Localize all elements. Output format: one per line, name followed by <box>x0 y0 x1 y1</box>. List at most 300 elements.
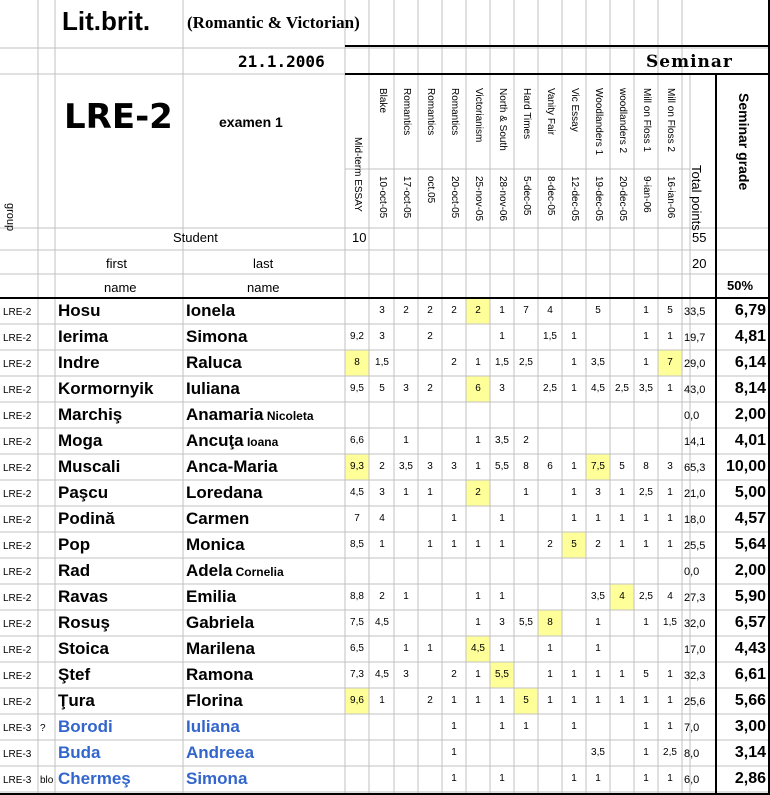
score-cell: 1 <box>475 669 481 680</box>
score-cell: 2,5 <box>543 383 557 394</box>
score-cell: 2 <box>427 331 433 342</box>
column-topic-6: North & South <box>497 88 508 151</box>
column-date-4: 20-oct-05 <box>449 176 460 219</box>
last-name-cell: Iuliana <box>186 379 240 398</box>
score-cell: 1 <box>667 487 673 498</box>
table-row <box>0 506 770 532</box>
table-row <box>0 740 770 766</box>
score-cell: 1 <box>595 643 601 654</box>
group-code: LRE-2 <box>64 97 173 137</box>
score-cell: 3 <box>499 617 505 628</box>
score-cell: 3,5 <box>495 435 509 446</box>
score-cell: 1 <box>595 513 601 524</box>
score-cell: 1 <box>571 695 577 706</box>
score-cell: 4,5 <box>471 643 485 654</box>
table-row <box>0 454 770 480</box>
score-cell: 5,5 <box>519 617 533 628</box>
score-cell: 2 <box>451 357 457 368</box>
score-cell: 1 <box>619 669 625 680</box>
seminar-grade-header: Seminar grade <box>736 93 752 191</box>
grade-cell: 3,00 <box>734 718 766 735</box>
column-date-11: 20-dec-05 <box>617 176 628 222</box>
score-cell: 1 <box>571 721 577 732</box>
score-cell: 2,5 <box>519 357 533 368</box>
group-cell: LRE-3 <box>3 775 32 786</box>
column-topic-2: Romantics <box>401 88 412 136</box>
first-name-cell: Hosu <box>58 301 101 320</box>
first-name-cell: Borodi <box>58 717 113 736</box>
score-cell: 3 <box>403 669 409 680</box>
score-cell: 1 <box>499 305 505 316</box>
last-name-cell: Ancuţa Ioana <box>186 431 279 450</box>
score-cell: 4,5 <box>375 617 389 628</box>
score-cell: 1 <box>571 513 577 524</box>
group-header: group <box>4 203 16 232</box>
score-cell: 2 <box>379 461 385 472</box>
score-cell: 4 <box>547 305 553 316</box>
score-cell: 9,2 <box>350 331 364 342</box>
score-cell: 1 <box>403 591 409 602</box>
table-row <box>0 402 770 428</box>
score-cell: 1 <box>451 773 457 784</box>
score-cell: 3 <box>379 305 385 316</box>
group-cell: LRE-2 <box>3 437 32 448</box>
total-cell: 14,1 <box>684 436 706 448</box>
score-cell: 3,5 <box>591 591 605 602</box>
total-cell: 29,0 <box>684 358 706 370</box>
score-cell: 1 <box>643 695 649 706</box>
score-cell: 1 <box>643 617 649 628</box>
score-cell: 2,5 <box>615 383 629 394</box>
total-sub: 20 <box>692 256 707 271</box>
score-cell: 1 <box>451 539 457 550</box>
total-cell: 6,0 <box>684 774 700 786</box>
column-topic-1: Blake <box>377 88 388 114</box>
total-cell: 0,0 <box>684 566 700 578</box>
score-cell: 1 <box>475 695 481 706</box>
score-cell: 3 <box>427 461 433 472</box>
score-cell: 2,5 <box>639 591 653 602</box>
grade-cell: 4,81 <box>734 328 766 345</box>
column-topic-12: Mill on Floss 1 <box>641 88 652 152</box>
last-name-cell: Emilia <box>186 587 237 606</box>
group-cell: LRE-2 <box>3 697 32 708</box>
score-cell: 1 <box>475 591 481 602</box>
column-topic-11: woodlanders 2 <box>617 88 628 154</box>
total-cell: 8,0 <box>684 748 700 760</box>
column-date-1: 10-oct-05 <box>377 176 388 219</box>
note-cell: blo <box>40 775 54 786</box>
score-cell: 5 <box>643 669 649 680</box>
score-cell: 1 <box>619 695 625 706</box>
score-cell: 1 <box>571 383 577 394</box>
table-row <box>0 610 770 636</box>
grade-cell: 5,64 <box>734 536 766 553</box>
score-cell: 1 <box>475 357 481 368</box>
score-cell: 1 <box>499 695 505 706</box>
score-cell: 3 <box>451 461 457 472</box>
column-topic-5: Victorianism <box>473 88 484 143</box>
grade-cell: 3,14 <box>734 744 766 761</box>
score-cell: 6 <box>475 383 481 394</box>
grade-cell: 6,61 <box>734 666 766 683</box>
score-cell: 1 <box>499 721 505 732</box>
column-date-3: oct.05 <box>425 176 436 204</box>
score-cell: 2,5 <box>663 747 677 758</box>
score-cell: 1 <box>571 773 577 784</box>
extra-name: Ioana <box>243 435 279 449</box>
exam-date: 21.1.2006 <box>238 52 325 71</box>
score-cell: 1 <box>451 695 457 706</box>
score-cell: 1 <box>667 695 673 706</box>
last-name-cell: Anca-Maria <box>186 457 278 476</box>
score-cell: 1 <box>547 669 553 680</box>
score-cell: 5 <box>379 383 385 394</box>
seminar-label: Seminar <box>646 52 733 72</box>
score-cell: 1 <box>499 513 505 524</box>
score-cell: 2 <box>403 305 409 316</box>
grade-cell: 5,90 <box>734 588 766 605</box>
total-cell: 25,6 <box>684 696 706 708</box>
score-cell: 7 <box>667 357 673 368</box>
note-cell: ? <box>40 723 46 734</box>
score-cell: 7 <box>354 513 360 524</box>
total-cell: 18,0 <box>684 514 706 526</box>
grade-cell: 4,01 <box>734 432 766 449</box>
score-cell: 9,6 <box>350 695 364 706</box>
score-cell: 2 <box>427 695 433 706</box>
first-name-cell: Ravas <box>58 587 109 606</box>
score-cell: 1,5 <box>495 357 509 368</box>
score-cell: 1 <box>451 721 457 732</box>
group-cell: LRE-2 <box>3 593 32 604</box>
table-row <box>0 584 770 610</box>
column-date-5: 25-nov-05 <box>473 176 484 222</box>
total-cell: 27,3 <box>684 592 706 604</box>
grade-cell: 2,00 <box>734 562 766 579</box>
last-name-cell: Iuliana <box>186 717 240 736</box>
score-cell: 1 <box>571 669 577 680</box>
score-cell: 7,3 <box>350 669 364 680</box>
score-cell: 3,5 <box>591 747 605 758</box>
score-cell: 4,5 <box>350 487 364 498</box>
score-cell: 3 <box>379 331 385 342</box>
score-cell: 3,5 <box>399 461 413 472</box>
table-row <box>0 376 770 402</box>
first-name-cell: Stoica <box>58 639 110 658</box>
score-cell: 3 <box>667 461 673 472</box>
first-name-cell: Ştef <box>58 665 91 684</box>
sheet-title: Lit.brit. <box>62 6 151 36</box>
group-cell: LRE-2 <box>3 567 32 578</box>
score-cell: 3 <box>379 487 385 498</box>
total-cell: 25,5 <box>684 540 706 552</box>
total-points-header: Total points <box>689 165 704 231</box>
table-row <box>0 324 770 350</box>
table-row <box>0 532 770 558</box>
first-name-cell: Moga <box>58 431 103 450</box>
score-cell: 8,5 <box>350 539 364 550</box>
score-cell: 8 <box>547 617 553 628</box>
score-cell: 1 <box>427 487 433 498</box>
group-cell: LRE-3 <box>3 723 32 734</box>
score-cell: 9,5 <box>350 383 364 394</box>
grade-cell: 6,79 <box>734 302 766 319</box>
score-cell: 5 <box>523 695 529 706</box>
last-name-label: last <box>253 256 274 271</box>
table-row <box>0 298 770 324</box>
column-date-2: 17-oct-05 <box>401 176 412 219</box>
score-cell: 8 <box>354 357 360 368</box>
score-cell: 1,5 <box>375 357 389 368</box>
score-cell: 1 <box>523 721 529 732</box>
score-cell: 2 <box>475 305 481 316</box>
column-topic-3: Romantics <box>425 88 436 136</box>
score-cell: 9,3 <box>350 461 364 472</box>
score-cell: 8,8 <box>350 591 364 602</box>
table-row <box>0 480 770 506</box>
table-row <box>0 714 770 740</box>
score-cell: 1 <box>499 643 505 654</box>
grade-cell: 2,86 <box>734 770 766 787</box>
score-cell: 2,5 <box>639 487 653 498</box>
column-date-9: 12-dec-05 <box>569 176 580 222</box>
score-cell: 4,5 <box>375 669 389 680</box>
score-cell: 7 <box>523 305 529 316</box>
score-cell: 8 <box>643 461 649 472</box>
score-cell: 1 <box>571 461 577 472</box>
score-cell: 1 <box>475 617 481 628</box>
group-cell: LRE-2 <box>3 463 32 474</box>
first-name-cell: Rosuş <box>58 613 110 632</box>
score-cell: 1 <box>499 539 505 550</box>
score-cell: 5 <box>595 305 601 316</box>
score-cell: 1 <box>475 461 481 472</box>
grade-cell: 4,43 <box>734 640 766 657</box>
score-cell: 2 <box>379 591 385 602</box>
score-cell: 1 <box>547 643 553 654</box>
score-cell: 1 <box>427 643 433 654</box>
student-label: Student <box>173 230 218 245</box>
score-cell: 5 <box>619 461 625 472</box>
score-cell: 1 <box>571 487 577 498</box>
column-topic-8: Vanity Fair <box>545 88 556 136</box>
score-cell: 1 <box>427 539 433 550</box>
sheet-subtitle: (Romantic & Victorian) <box>187 13 360 32</box>
table-row <box>0 766 770 792</box>
total-cell: 17,0 <box>684 644 706 656</box>
first-name-cell: Paşcu <box>58 483 109 502</box>
score-cell: 6,5 <box>350 643 364 654</box>
last-name-label-2: name <box>247 280 280 295</box>
last-name-cell: Florina <box>186 691 243 710</box>
first-name-cell: Muscali <box>58 457 121 476</box>
last-name-cell: Raluca <box>186 353 242 372</box>
score-cell: 4,5 <box>591 383 605 394</box>
score-cell: 1 <box>379 539 385 550</box>
score-cell: 1 <box>667 383 673 394</box>
score-cell: 1 <box>499 331 505 342</box>
score-cell: 1 <box>451 513 457 524</box>
table-row <box>0 636 770 662</box>
score-cell: 3,5 <box>639 383 653 394</box>
score-cell: 1 <box>403 487 409 498</box>
column-date-10: 19-dec-05 <box>593 176 604 222</box>
total-cell: 32,0 <box>684 618 706 630</box>
score-cell: 1 <box>667 669 673 680</box>
first-name-label-2: name <box>104 280 137 295</box>
table-row <box>0 558 770 584</box>
score-cell: 1 <box>643 539 649 550</box>
score-cell: 1 <box>643 357 649 368</box>
score-cell: 3 <box>499 383 505 394</box>
score-cell: 1 <box>595 773 601 784</box>
score-cell: 6,6 <box>350 435 364 446</box>
score-cell: 5 <box>667 305 673 316</box>
last-name-cell: Anamaria Nicoleta <box>186 405 314 424</box>
first-name-cell: Indre <box>58 353 100 372</box>
score-cell: 1 <box>403 435 409 446</box>
total-cell: 32,3 <box>684 670 706 682</box>
score-cell: 2 <box>475 487 481 498</box>
score-cell: 2 <box>547 539 553 550</box>
group-cell: LRE-2 <box>3 385 32 396</box>
score-cell: 5,5 <box>495 461 509 472</box>
score-cell: 2 <box>451 669 457 680</box>
score-cell: 1 <box>643 331 649 342</box>
score-cell: 4 <box>667 591 673 602</box>
first-name-cell: Ţura <box>58 691 95 710</box>
score-cell: 7,5 <box>591 461 605 472</box>
grade-weight: 50% <box>727 278 754 293</box>
group-cell: LRE-3 <box>3 749 32 760</box>
score-cell: 1 <box>523 487 529 498</box>
first-name-cell: Rad <box>58 561 91 580</box>
score-cell: 1 <box>619 539 625 550</box>
total-cell: 19,7 <box>684 332 706 344</box>
score-cell: 1 <box>643 721 649 732</box>
last-name-cell: Marilena <box>186 639 255 658</box>
column-max-0: 10 <box>352 230 367 245</box>
total-cell: 33,5 <box>684 306 706 318</box>
score-cell: 1 <box>619 487 625 498</box>
first-name-cell: Kormornyik <box>58 379 154 398</box>
score-cell: 1 <box>595 669 601 680</box>
first-name-cell: Chermeş <box>58 769 131 788</box>
last-name-cell: Carmen <box>186 509 250 528</box>
table-row <box>0 428 770 454</box>
total-cell: 43,0 <box>684 384 706 396</box>
score-cell: 5,5 <box>495 669 509 680</box>
score-cell: 2 <box>427 383 433 394</box>
table-row <box>0 688 770 714</box>
score-cell: 1 <box>475 539 481 550</box>
grade-cell: 2,00 <box>734 406 766 423</box>
score-cell: 7,5 <box>350 617 364 628</box>
score-cell: 1 <box>619 513 625 524</box>
score-cell: 1 <box>643 747 649 758</box>
extra-name: Cornelia <box>232 565 284 579</box>
group-cell: LRE-2 <box>3 489 32 500</box>
extra-name: Nicoleta <box>263 409 314 423</box>
score-cell: 1 <box>499 773 505 784</box>
score-cell: 1 <box>667 331 673 342</box>
column-date-13: 16-ian-06 <box>665 176 676 219</box>
score-cell: 8 <box>523 461 529 472</box>
score-cell: 1 <box>667 539 673 550</box>
total-cell: 21,0 <box>684 488 706 500</box>
table-row <box>0 350 770 376</box>
group-cell: LRE-2 <box>3 411 32 422</box>
score-cell: 5 <box>571 539 577 550</box>
score-cell: 1 <box>451 747 457 758</box>
score-cell: 1 <box>667 773 673 784</box>
grade-cell: 6,14 <box>734 354 766 371</box>
last-name-cell: Simona <box>186 327 248 346</box>
total-cell: 7,0 <box>684 722 700 734</box>
group-cell: LRE-2 <box>3 333 32 344</box>
first-name-label: first <box>106 256 127 271</box>
grade-cell: 4,57 <box>734 510 766 527</box>
score-cell: 1 <box>643 773 649 784</box>
grade-cell: 6,57 <box>734 614 766 631</box>
score-cell: 1 <box>571 357 577 368</box>
grade-cell: 10,00 <box>725 458 766 475</box>
score-cell: 1 <box>571 331 577 342</box>
score-cell: 1 <box>667 513 673 524</box>
first-name-cell: Ierima <box>58 327 109 346</box>
column-topic-10: Woodlanders 1 <box>593 88 604 156</box>
score-cell: 1 <box>403 643 409 654</box>
group-cell: LRE-2 <box>3 307 32 318</box>
score-cell: 1 <box>379 695 385 706</box>
total-cell: 0,0 <box>684 410 700 422</box>
last-name-cell: Monica <box>186 535 245 554</box>
column-topic-7: Hard Times <box>521 88 532 140</box>
score-cell: 1 <box>643 305 649 316</box>
column-topic-13: Mill on Floss 2 <box>665 88 676 152</box>
score-cell: 4 <box>379 513 385 524</box>
score-cell: 2 <box>523 435 529 446</box>
grade-cell: 5,00 <box>734 484 766 501</box>
score-cell: 2 <box>451 305 457 316</box>
total-max: 55 <box>692 230 707 245</box>
column-topic-4: Romantics <box>449 88 460 136</box>
score-cell: 4 <box>619 591 625 602</box>
group-cell: LRE-2 <box>3 645 32 656</box>
grade-cell: 5,66 <box>734 692 766 709</box>
first-name-cell: Podină <box>58 509 115 528</box>
table-row <box>0 662 770 688</box>
group-cell: LRE-2 <box>3 359 32 370</box>
score-cell: 2 <box>595 539 601 550</box>
score-cell: 3 <box>403 383 409 394</box>
last-name-cell: Loredana <box>186 483 263 502</box>
column-date-12: 9-ian-06 <box>641 176 652 213</box>
score-cell: 1 <box>667 721 673 732</box>
group-cell: LRE-2 <box>3 515 32 526</box>
score-cell: 6 <box>547 461 553 472</box>
score-cell: 1,5 <box>663 617 677 628</box>
first-name-cell: Pop <box>58 535 91 554</box>
score-cell: 1,5 <box>543 331 557 342</box>
last-name-cell: Adela Cornelia <box>186 561 284 580</box>
score-cell: 3 <box>595 487 601 498</box>
group-cell: LRE-2 <box>3 541 32 552</box>
last-name-cell: Gabriela <box>186 613 255 632</box>
score-cell: 1 <box>595 695 601 706</box>
score-cell: 1 <box>547 695 553 706</box>
